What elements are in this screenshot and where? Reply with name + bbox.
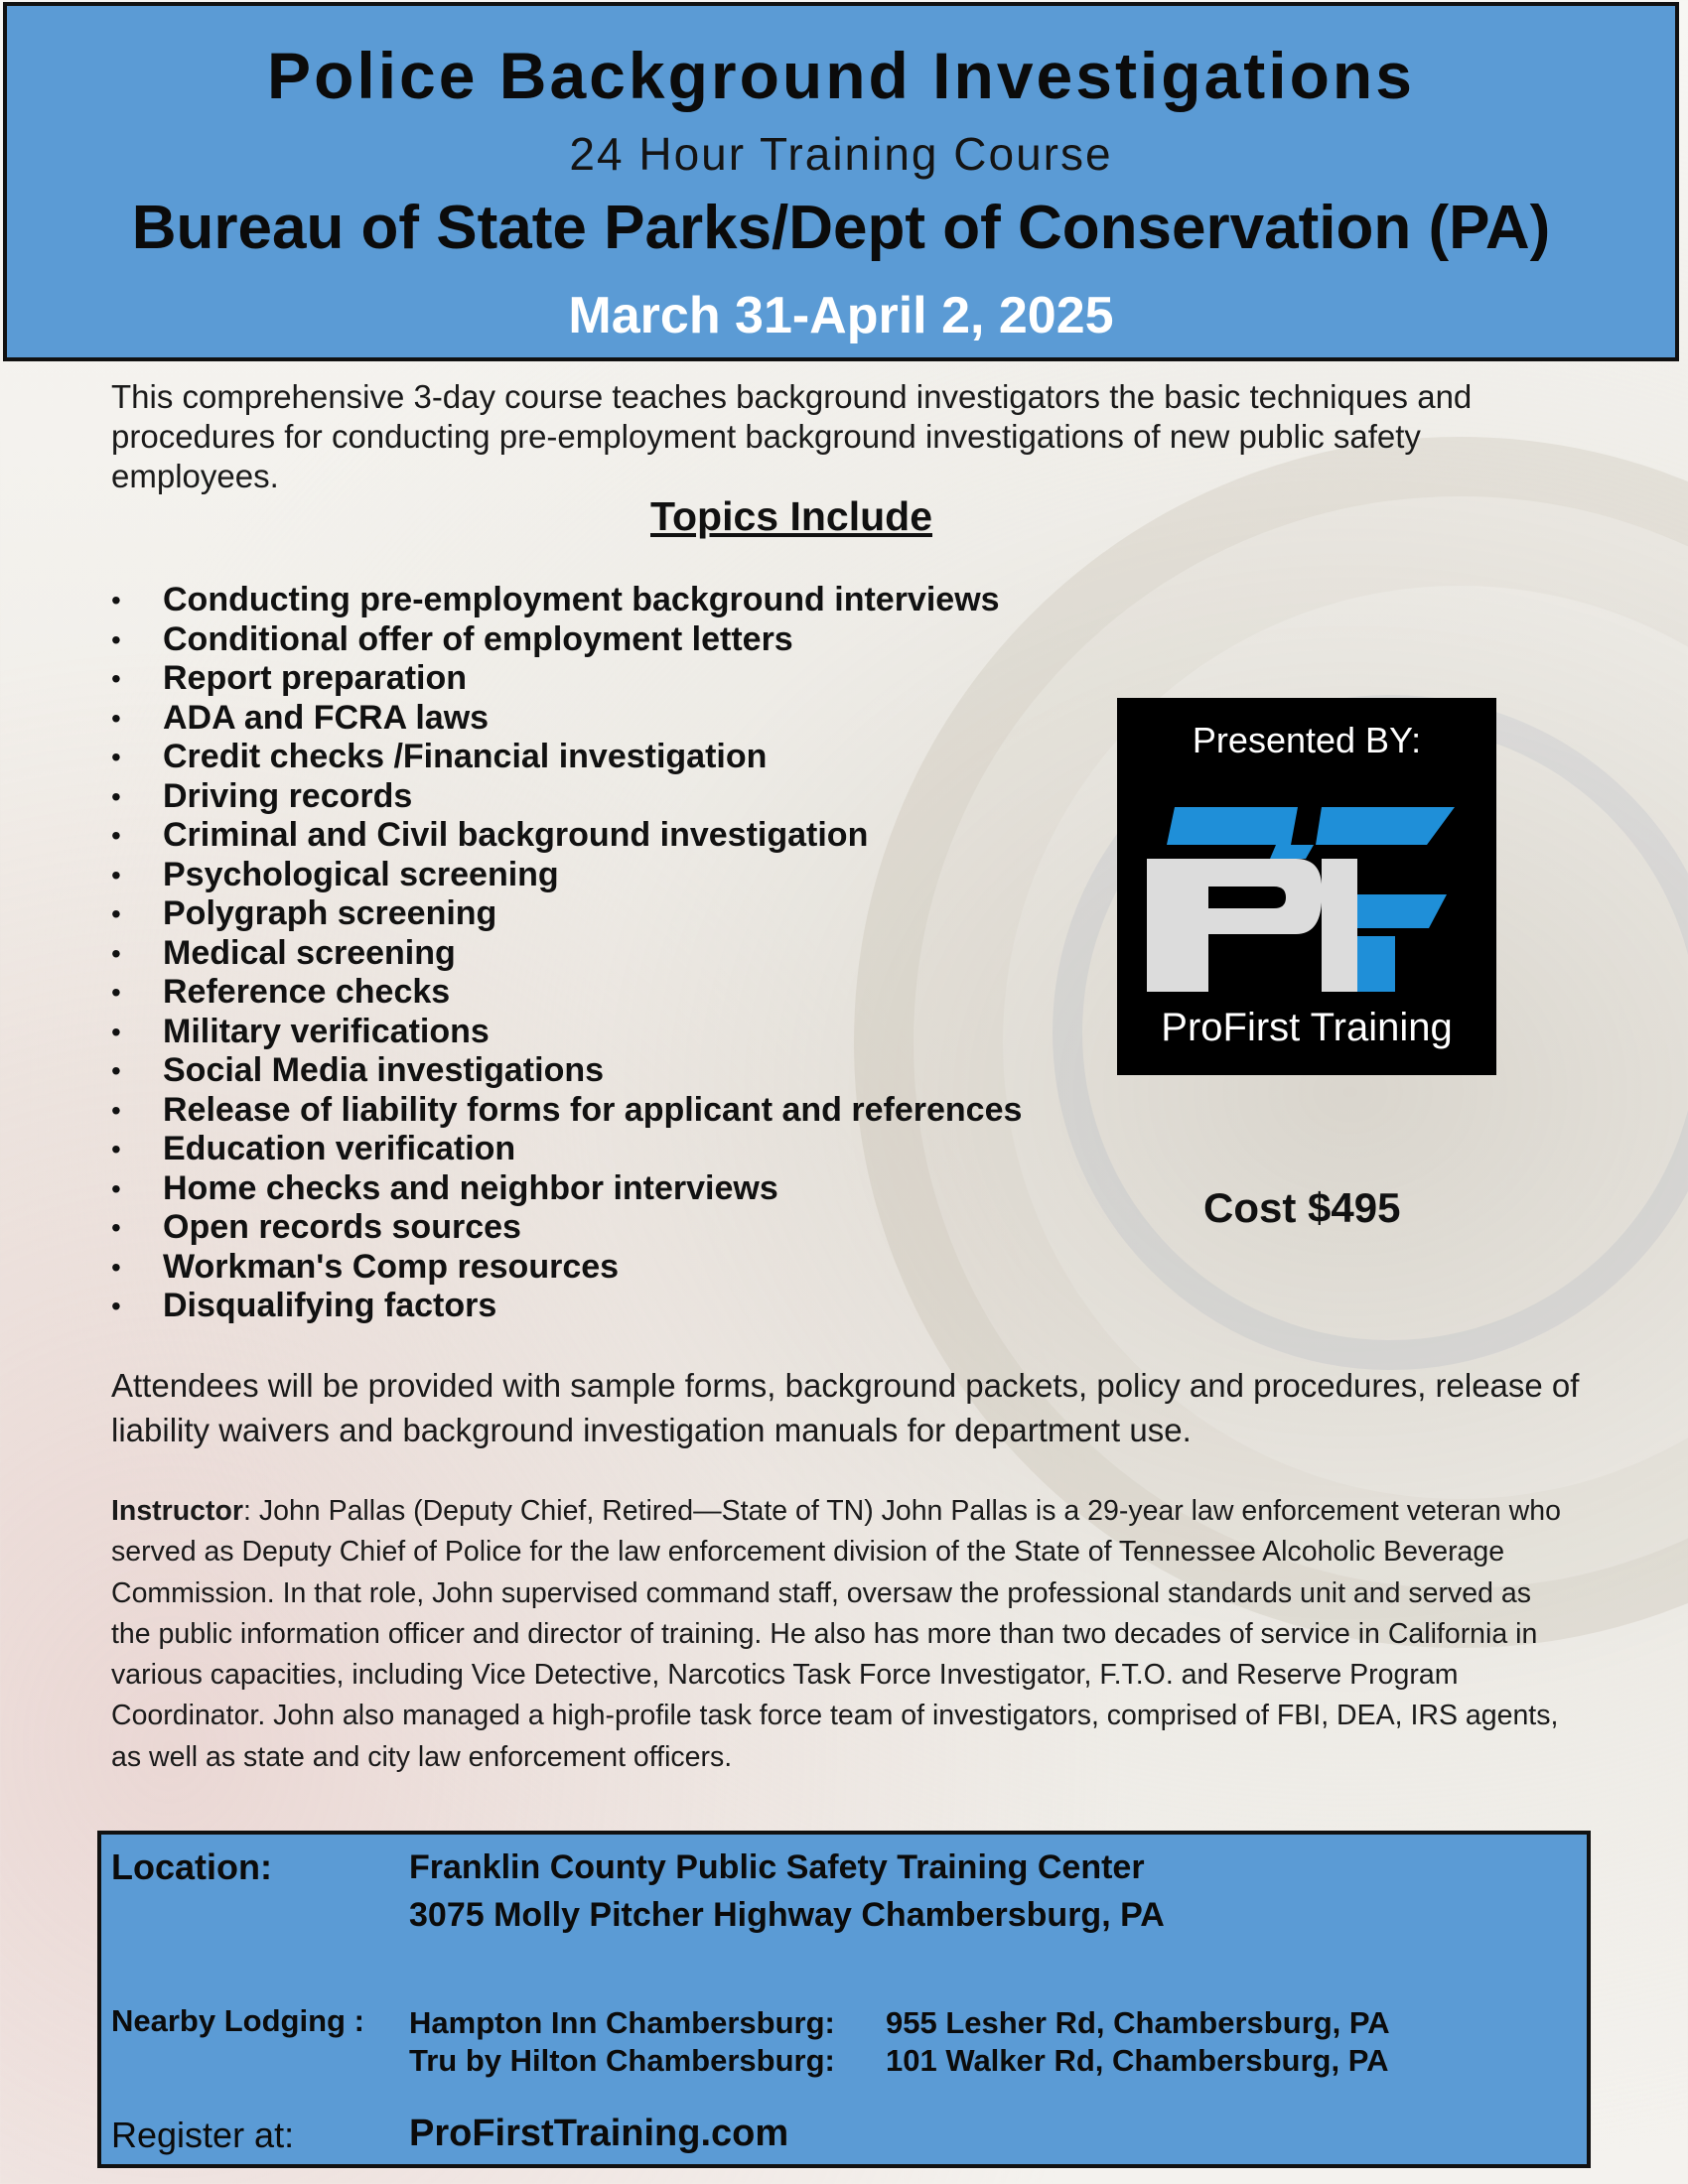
list-item: • Psychological screening	[111, 856, 1022, 895]
list-item: • Conducting pre-employment background interviews	[111, 581, 1022, 620]
list-item: • Conditional offer of employment letters	[111, 620, 1022, 660]
presenter-label: Presented BY:	[1192, 720, 1422, 760]
location-address: 3075 Molly Pitcher Highway Chambersburg, PA	[409, 1896, 1165, 1934]
register-label: Register at:	[111, 2115, 295, 2155]
register-link[interactable]: ProFirstTraining.com	[409, 2113, 789, 2154]
list-item: • Open records sources	[111, 1208, 1022, 1248]
list-item: • Workman's Comp resources	[111, 1248, 1022, 1288]
list-item: • Reference checks	[111, 973, 1022, 1013]
list-item: • Credit checks /Financial investigation	[111, 738, 1022, 777]
list-item: • Disqualifying factors	[111, 1287, 1022, 1326]
header-banner	[3, 2, 1679, 361]
page-title: Police Background Investigations	[267, 39, 1415, 112]
lodging-name-2: Tru by Hilton Chambersburg:	[409, 2043, 835, 2078]
lodging-address-1: 955 Lesher Rd, Chambersburg, PA	[886, 2005, 1390, 2040]
location-name: Franklin County Public Safety Training Center	[409, 1848, 1145, 1886]
organization-name: Bureau of State Parks/Dept of Conservation (PA)	[131, 194, 1551, 262]
location-label: Location:	[111, 1846, 272, 1887]
pf-logo-icon	[1147, 797, 1467, 996]
presenter-name: ProFirst Training	[1161, 1006, 1453, 1049]
list-item: • ADA and FCRA laws	[111, 699, 1022, 739]
course-subtitle: 24 Hour Training Course	[569, 128, 1113, 180]
list-item: • Release of liability forms for applicant and references	[111, 1091, 1022, 1131]
lodging-name-1: Hampton Inn Chambersburg:	[409, 2005, 835, 2040]
lodging-label: Nearby Lodging :	[111, 2003, 364, 2038]
intro-paragraph: This comprehensive 3-day course teaches background investigators the basic techniques and procedures for conducting pre-employment background investigations of new public safety employees.	[111, 378, 1473, 494]
list-item: • Report preparation	[111, 659, 1022, 699]
topics-list	[111, 581, 1022, 1326]
list-item: • Polygraph screening	[111, 894, 1022, 934]
list-item: • Education verification	[111, 1130, 1022, 1169]
course-dates: March 31-April 2, 2025	[568, 287, 1114, 344]
list-item: • Social Media investigations	[111, 1051, 1022, 1091]
footer-info-box	[97, 1831, 1591, 2168]
list-item: • Home checks and neighbor interviews	[111, 1169, 1022, 1209]
list-item: • Military verifications	[111, 1013, 1022, 1052]
instructor-label: Instructor	[111, 1495, 244, 1527]
instructor-paragraph	[111, 1491, 1576, 1778]
presenter-box	[1117, 698, 1496, 1075]
list-item: • Medical screening	[111, 934, 1022, 974]
attendees-paragraph: Attendees will be provided with sample forms, background packets, policy and procedures, release of liability waivers and background investigation manuals for department use.	[111, 1367, 1580, 1448]
list-item: • Driving records	[111, 777, 1022, 817]
topics-heading: Topics Include	[650, 493, 932, 539]
list-item: • Criminal and Civil background investigation	[111, 816, 1022, 856]
course-cost: Cost $495	[1203, 1184, 1401, 1231]
lodging-address-2: 101 Walker Rd, Chambersburg, PA	[886, 2043, 1389, 2078]
instructor-bio: : John Pallas (Deputy Chief, Retired—State of TN) John Pallas is a 29-year law enforcement veteran who served as Deputy Chief of Police for the law enforcement division of the State of Tennessee Alcoholic Beverage Commission. In that role, John supervised command staff, oversaw the professional standards unit and served as the public information officer and director of training. He also has more than two decades of service in California in various capacities, including Vice Detective, Narcotics Task Force Investigator, F.T.O. and Reserve Program Coordinator. John also managed a high-profile task force team of investigators, comprised of FBI, DEA, IRS agents, as well as state and city law enforcement officers.	[111, 1495, 1561, 1773]
